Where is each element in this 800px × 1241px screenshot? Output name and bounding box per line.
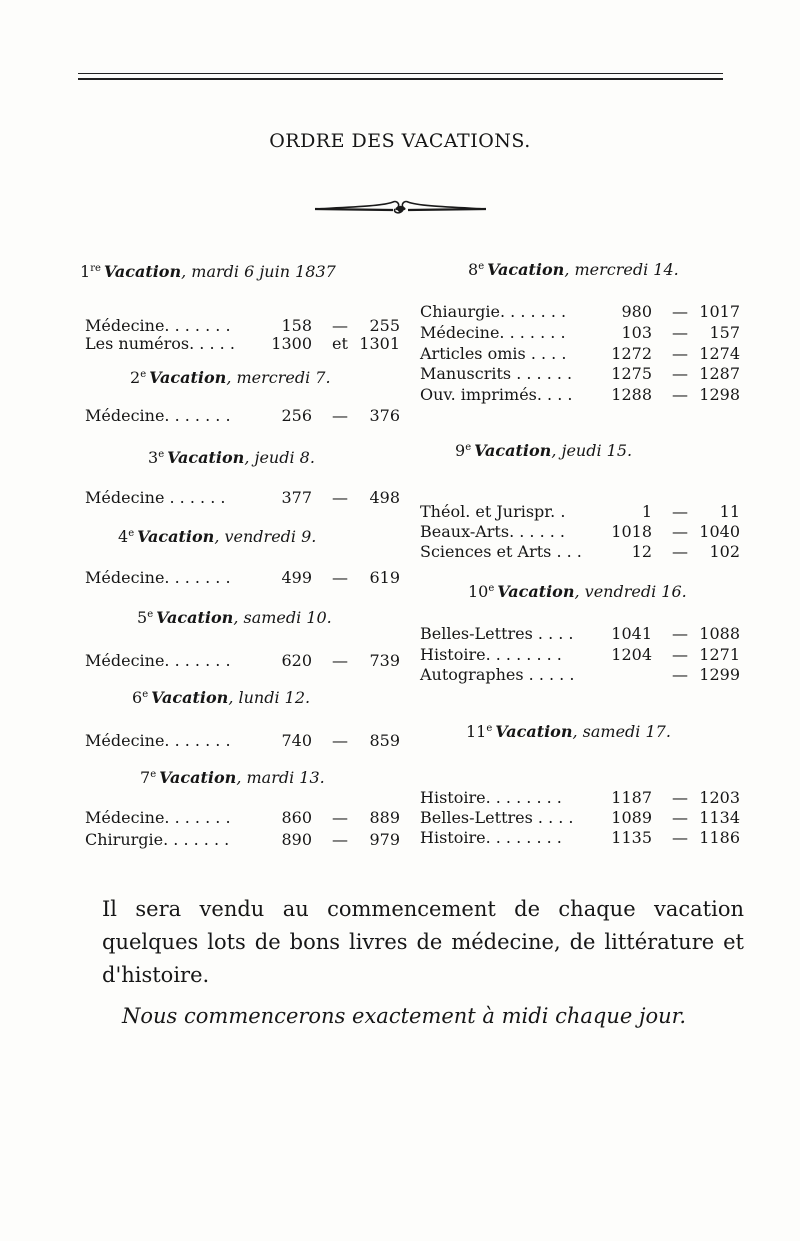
lot-range-row bbox=[420, 788, 740, 810]
vacation-ordinal: e bbox=[486, 722, 493, 734]
lot-range-row bbox=[420, 542, 740, 564]
lot-category: Médecine. . . . . . . bbox=[420, 323, 566, 342]
lot-range-row bbox=[420, 344, 740, 366]
lot-from: 12 bbox=[631, 542, 652, 561]
vacation-word: Vacation bbox=[156, 608, 234, 627]
lot-range-row bbox=[85, 568, 400, 590]
vacation-date: , jeudi 8. bbox=[244, 448, 315, 467]
lot-separator: — bbox=[672, 788, 688, 807]
lot-from: 1041 bbox=[611, 624, 652, 643]
lot-from: 620 bbox=[281, 651, 312, 670]
lot-to: 1301 bbox=[359, 334, 400, 353]
top-rule-thick bbox=[78, 78, 723, 80]
lot-range-row bbox=[85, 830, 400, 852]
lot-separator: — bbox=[332, 731, 348, 750]
lot-category: Médecine . . . . . . bbox=[85, 488, 226, 507]
lot-category: Chirurgie. . . . . . . bbox=[85, 830, 230, 849]
lot-range-row bbox=[420, 385, 740, 407]
lot-to: 1040 bbox=[699, 522, 740, 541]
vacation-date: , samedi 10. bbox=[233, 608, 332, 627]
lot-separator: — bbox=[672, 542, 688, 561]
lot-range-row bbox=[420, 808, 740, 830]
lot-category: Autographes . . . . . bbox=[420, 665, 575, 684]
lot-separator: — bbox=[332, 651, 348, 670]
lot-separator: — bbox=[332, 830, 348, 849]
vacation-ordinal: e bbox=[147, 608, 154, 620]
lot-category: Sciences et Arts . . . bbox=[420, 542, 582, 561]
lot-to: 739 bbox=[369, 651, 400, 670]
lot-range-row bbox=[420, 302, 740, 324]
vacation-date: , vendredi 16. bbox=[574, 582, 687, 601]
lot-from: 740 bbox=[281, 731, 312, 750]
vacation-word: Vacation bbox=[495, 722, 573, 741]
lot-to: 1287 bbox=[699, 364, 740, 383]
lot-category: Belles-Lettres . . . . bbox=[420, 624, 574, 643]
lot-separator: — bbox=[672, 808, 688, 827]
vacation-number: 1 bbox=[80, 262, 91, 281]
vacation-ordinal: e bbox=[465, 441, 472, 453]
lot-category: Médecine. . . . . . . bbox=[85, 406, 231, 425]
lot-range-row bbox=[420, 665, 740, 687]
announcement-paragraph bbox=[102, 893, 744, 992]
vacation-word: Vacation bbox=[103, 262, 182, 281]
lot-from: 377 bbox=[281, 488, 312, 507]
lot-from: 103 bbox=[621, 323, 652, 342]
lot-category: Chiaurgie. . . . . . . bbox=[420, 302, 567, 321]
lot-to: 619 bbox=[369, 568, 400, 587]
lot-to: 157 bbox=[709, 323, 740, 342]
vacation-heading bbox=[455, 441, 632, 460]
vacation-number: 2 bbox=[130, 368, 141, 387]
vacation-heading bbox=[118, 527, 316, 546]
lot-separator: et bbox=[332, 334, 348, 353]
vacation-ordinal: re bbox=[90, 262, 101, 274]
lot-from: 256 bbox=[281, 406, 312, 425]
lot-from: 499 bbox=[281, 568, 312, 587]
lot-category: Histoire. . . . . . . . bbox=[420, 645, 562, 664]
vacation-ordinal: e bbox=[140, 368, 147, 380]
lot-to: 1203 bbox=[699, 788, 740, 807]
lot-separator: — bbox=[672, 624, 688, 643]
vacation-word: Vacation bbox=[474, 441, 552, 460]
vacation-heading bbox=[80, 262, 336, 281]
vacation-heading bbox=[468, 260, 679, 279]
lot-category: Médecine. . . . . . . bbox=[85, 731, 231, 750]
lot-to: 498 bbox=[369, 488, 400, 507]
vacation-date: , lundi 12. bbox=[228, 688, 311, 707]
lot-separator: — bbox=[332, 568, 348, 587]
lot-from: 860 bbox=[281, 808, 312, 827]
lot-range-row bbox=[85, 651, 400, 673]
lot-separator: — bbox=[672, 302, 688, 321]
lot-range-row bbox=[85, 488, 400, 510]
vacation-number: 11 bbox=[466, 722, 487, 741]
lot-separator: — bbox=[672, 502, 688, 521]
lot-category: Histoire. . . . . . . . bbox=[420, 828, 562, 847]
lot-to: 1088 bbox=[699, 624, 740, 643]
vacation-ordinal: e bbox=[142, 688, 149, 700]
vacation-date: , mercredi 14. bbox=[564, 260, 679, 279]
lot-range-row bbox=[420, 502, 740, 524]
lot-from: 158 bbox=[281, 316, 312, 335]
vacation-date: , mardi 13. bbox=[236, 768, 325, 787]
fleuron-ornament-icon bbox=[313, 196, 488, 222]
lot-range-row bbox=[85, 808, 400, 830]
lot-to: 255 bbox=[369, 316, 400, 335]
lot-range-row bbox=[85, 334, 400, 356]
vacation-number: 10 bbox=[468, 582, 489, 601]
lot-to: 1017 bbox=[699, 302, 740, 321]
vacation-date: , mercredi 7. bbox=[226, 368, 331, 387]
vacation-heading bbox=[132, 688, 310, 707]
lot-separator: — bbox=[332, 316, 348, 335]
lot-separator: — bbox=[672, 344, 688, 363]
vacation-number: 6 bbox=[132, 688, 143, 707]
lot-range-row bbox=[420, 645, 740, 667]
vacation-number: 7 bbox=[140, 768, 151, 787]
lot-separator: — bbox=[332, 808, 348, 827]
vacation-word: Vacation bbox=[159, 768, 237, 787]
lot-separator: — bbox=[672, 385, 688, 404]
lot-range-row bbox=[85, 406, 400, 428]
vacation-heading bbox=[468, 582, 687, 601]
lot-from: 1275 bbox=[611, 364, 652, 383]
vacation-date: , jeudi 15. bbox=[551, 441, 633, 460]
vacation-word: Vacation bbox=[137, 527, 215, 546]
vacation-heading bbox=[140, 768, 325, 787]
vacation-number: 4 bbox=[118, 527, 129, 546]
vacation-number: 5 bbox=[137, 608, 148, 627]
lot-separator: — bbox=[332, 488, 348, 507]
lot-from: 1 bbox=[641, 502, 652, 521]
lot-category: Théol. et Jurispr. . bbox=[420, 502, 566, 521]
lot-to: 1186 bbox=[699, 828, 740, 847]
lot-range-row bbox=[420, 522, 740, 544]
vacation-ordinal: e bbox=[150, 768, 157, 780]
lot-category: Ouv. imprimés. . . . bbox=[420, 385, 573, 404]
lot-from: 980 bbox=[621, 302, 652, 321]
lot-range-row bbox=[420, 323, 740, 345]
vacation-number: 3 bbox=[148, 448, 159, 467]
lot-separator: — bbox=[672, 522, 688, 541]
lot-category: Articles omis . . . . bbox=[420, 344, 567, 363]
lot-separator: — bbox=[672, 323, 688, 342]
vacation-word: Vacation bbox=[167, 448, 245, 467]
vacation-ordinal: e bbox=[478, 260, 485, 272]
lot-from: 1204 bbox=[611, 645, 652, 664]
lot-to: 859 bbox=[369, 731, 400, 750]
lot-range-row bbox=[420, 624, 740, 646]
lot-separator: — bbox=[672, 645, 688, 664]
lot-separator: — bbox=[672, 364, 688, 383]
lot-separator: — bbox=[672, 828, 688, 847]
lot-category: Beaux-Arts. . . . . . bbox=[420, 522, 566, 541]
lot-to: 1271 bbox=[699, 645, 740, 664]
lot-category: Médecine. . . . . . . bbox=[85, 651, 231, 670]
lot-from: 1300 bbox=[271, 334, 312, 353]
lot-separator: — bbox=[332, 406, 348, 425]
lot-separator: — bbox=[672, 665, 688, 684]
lot-category: Manuscrits . . . . . . bbox=[420, 364, 573, 383]
lot-from: 890 bbox=[281, 830, 312, 849]
lot-to: 1299 bbox=[699, 665, 740, 684]
lot-category: Médecine. . . . . . . bbox=[85, 808, 231, 827]
lot-range-row bbox=[85, 731, 400, 753]
vacation-date: , mardi 6 juin 1837 bbox=[181, 262, 336, 281]
lot-category: Médecine. . . . . . . bbox=[85, 568, 231, 587]
lot-to: 11 bbox=[719, 502, 740, 521]
lot-to: 1134 bbox=[699, 808, 740, 827]
lot-from: 1018 bbox=[611, 522, 652, 541]
lot-range-row bbox=[420, 364, 740, 386]
lot-from: 1135 bbox=[611, 828, 652, 847]
closing-line: Nous commencerons exactement à midi chaque jour. bbox=[122, 1004, 687, 1028]
vacation-heading bbox=[137, 608, 332, 627]
vacation-heading bbox=[148, 448, 315, 467]
vacation-word: Vacation bbox=[497, 582, 575, 601]
vacation-word: Vacation bbox=[151, 688, 229, 707]
lot-category: Belles-Lettres . . . . bbox=[420, 808, 574, 827]
lot-from: 1089 bbox=[611, 808, 652, 827]
vacation-heading bbox=[466, 722, 671, 741]
lot-category: Histoire. . . . . . . . bbox=[420, 788, 562, 807]
vacation-ordinal: e bbox=[128, 527, 135, 539]
lot-to: 1298 bbox=[699, 385, 740, 404]
page-title: ORDRE DES VACATIONS. bbox=[269, 130, 531, 152]
lot-from: 1187 bbox=[611, 788, 652, 807]
vacation-ordinal: e bbox=[158, 448, 165, 460]
announcement-text: Il sera vendu au commencement de chaque vacation quelques lots de bons livres de médecine, de littérature et d'histoire. bbox=[102, 897, 744, 987]
lot-to: 979 bbox=[369, 830, 400, 849]
vacation-ordinal: e bbox=[488, 582, 495, 594]
lot-range-row bbox=[420, 828, 740, 850]
lot-from: 1288 bbox=[611, 385, 652, 404]
lot-to: 102 bbox=[709, 542, 740, 561]
vacation-date: , samedi 17. bbox=[572, 722, 671, 741]
lot-from: 1272 bbox=[611, 344, 652, 363]
lot-category: Médecine. . . . . . . bbox=[85, 316, 231, 335]
vacation-date: , vendredi 9. bbox=[214, 527, 317, 546]
lot-to: 889 bbox=[369, 808, 400, 827]
lot-to: 1274 bbox=[699, 344, 740, 363]
vacation-number: 8 bbox=[468, 260, 479, 279]
vacation-word: Vacation bbox=[149, 368, 227, 387]
top-rule-thin bbox=[78, 73, 723, 74]
lot-category: Les numéros. . . . . bbox=[85, 334, 235, 353]
vacation-heading bbox=[130, 368, 331, 387]
vacation-word: Vacation bbox=[487, 260, 565, 279]
lot-to: 376 bbox=[369, 406, 400, 425]
vacation-number: 9 bbox=[455, 441, 466, 460]
